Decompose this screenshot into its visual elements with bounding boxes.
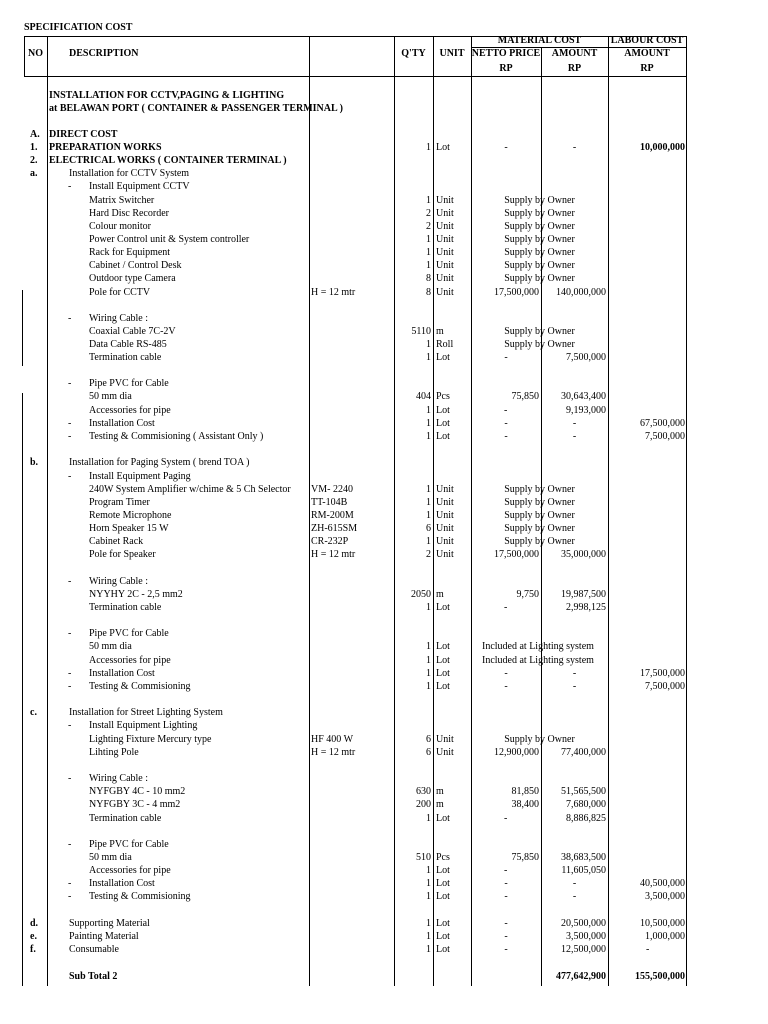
row-price: 38,400 xyxy=(511,799,539,810)
row-desc: PREPARATION WORKS xyxy=(49,142,162,153)
row-unit: Lot xyxy=(436,352,450,363)
row-no: a. xyxy=(30,168,38,179)
row-price: 12,900,000 xyxy=(494,747,539,758)
row-amount: 12,500,000 xyxy=(561,944,606,955)
row-qty: 1 xyxy=(426,497,431,508)
row-desc: Colour monitor xyxy=(89,221,151,232)
row-desc: Data Cable RS-485 xyxy=(89,339,167,350)
row-unit: m xyxy=(436,589,444,600)
header-unit: UNIT xyxy=(439,48,465,59)
row-unit: Unit xyxy=(436,484,454,495)
row-desc: Consumable xyxy=(69,944,119,955)
row-desc: Outdoor type Camera xyxy=(89,273,176,284)
row-price: - xyxy=(504,602,508,613)
row-spec: H = 12 mtr xyxy=(311,549,356,560)
row-amount: 140,000,000 xyxy=(556,287,606,298)
row-qty: 510 xyxy=(416,852,431,863)
row-desc: 50 mm dia xyxy=(89,391,132,402)
row-no: c. xyxy=(30,707,37,718)
row-spec: H = 12 mtr xyxy=(311,747,356,758)
row-price: - xyxy=(504,944,508,955)
row-unit: Pcs xyxy=(436,391,450,402)
row-unit: Lot xyxy=(436,931,450,942)
row-desc: 50 mm dia xyxy=(89,641,132,652)
row-unit: m xyxy=(436,786,444,797)
row-no: b. xyxy=(30,457,39,468)
row-price: - xyxy=(504,931,508,942)
row-desc: Program Timer xyxy=(89,497,150,508)
row-desc: Power Control unit & System controller xyxy=(89,234,250,245)
row-amount: 77,400,000 xyxy=(561,747,606,758)
row-amount: 35,000,000 xyxy=(561,549,606,560)
row-bullet: - xyxy=(68,720,72,731)
row-spec: H = 12 mtr xyxy=(311,287,356,298)
header-qty: Q'TY xyxy=(401,48,426,59)
row-amount: - xyxy=(572,142,577,153)
row-labour: 17,500,000 xyxy=(640,668,685,679)
row-no: 2. xyxy=(30,155,38,166)
row-desc: Pole for CCTV xyxy=(89,287,151,298)
row-amount: 20,500,000 xyxy=(561,918,606,929)
row-unit: Unit xyxy=(436,549,454,560)
header-labour-cost: LABOUR COST xyxy=(610,35,684,46)
row-labour: 67,500,000 xyxy=(640,418,685,429)
row-amount: 3,500,000 xyxy=(566,931,606,942)
row-price: - xyxy=(504,865,508,876)
row-no: A. xyxy=(30,129,40,140)
row-desc: Painting Material xyxy=(69,931,139,942)
row-desc: 50 mm dia xyxy=(89,852,132,863)
row-bullet: - xyxy=(68,471,72,482)
row-qty: 2 xyxy=(426,221,431,232)
row-unit: Unit xyxy=(436,510,454,521)
row-unit: Roll xyxy=(436,339,454,350)
row-qty: 630 xyxy=(416,786,431,797)
row-amount: 19,987,500 xyxy=(561,589,606,600)
row-desc: Horn Speaker 15 W xyxy=(89,523,169,534)
row-qty: 1 xyxy=(426,418,431,429)
row-supply: Supply by Owner xyxy=(504,536,575,547)
row-desc: Matrix Switcher xyxy=(89,195,155,206)
row-supply: Supply by Owner xyxy=(504,195,575,206)
row-labour: 7,500,000 xyxy=(645,681,685,692)
row-qty: 1 xyxy=(426,484,431,495)
row-price: - xyxy=(504,878,508,889)
row-labour: 10,000,000 xyxy=(640,142,685,153)
row-supply: Supply by Owner xyxy=(504,523,575,534)
row-bullet: - xyxy=(68,181,72,192)
header-rp-price: RP xyxy=(499,63,513,74)
header-material-cost: MATERIAL COST xyxy=(497,35,582,46)
row-desc: NYFGBY 3C - 4 mm2 xyxy=(89,799,181,810)
row-spec: VM- 2240 xyxy=(311,484,353,495)
row-unit: Lot xyxy=(436,641,450,652)
row-amount: 7,500,000 xyxy=(566,352,606,363)
row-unit: Lot xyxy=(436,431,450,442)
row-amount: 38,683,500 xyxy=(561,852,606,863)
row-price: - xyxy=(504,918,508,929)
row-bullet: - xyxy=(68,891,72,902)
header-rp-amount: RP xyxy=(567,63,582,74)
row-unit: Unit xyxy=(436,221,454,232)
row-desc: Testing & Commisioning ( Assistant Only ) xyxy=(89,431,264,442)
row-desc: Cabinet / Control Desk xyxy=(89,260,182,271)
row-qty: 6 xyxy=(426,523,431,534)
row-price: 75,850 xyxy=(511,852,539,863)
row-qty: 1 xyxy=(426,891,431,902)
row-unit: Unit xyxy=(436,208,454,219)
row-qty: 1 xyxy=(426,655,431,666)
row-qty: 1 xyxy=(426,668,431,679)
row-unit: Unit xyxy=(436,536,454,547)
row-price: 17,500,000 xyxy=(494,287,539,298)
row-desc: Lighting Fixture Mercury type xyxy=(89,734,212,745)
row-unit: m xyxy=(436,326,444,337)
row-qty: 1 xyxy=(426,681,431,692)
row-amount: 7,680,000 xyxy=(566,799,606,810)
row-desc: 240W System Amplifier w/chime & 5 Ch Selector xyxy=(89,484,291,495)
row-supply: Supply by Owner xyxy=(504,247,575,258)
row-price: 81,850 xyxy=(511,786,539,797)
row-desc: Cabinet Rack xyxy=(89,536,144,547)
row-supply: Supply by Owner xyxy=(504,326,575,337)
row-desc: Install Equipment CCTV xyxy=(89,181,190,192)
row-desc: Accessories for pipe xyxy=(89,405,171,416)
page-title: SPECIFICATION COST xyxy=(24,22,133,33)
row-desc: Pole for Speaker xyxy=(89,549,156,560)
row-desc: Pipe PVC for Cable xyxy=(89,839,169,850)
row-desc: NYYHY 2C - 2,5 mm2 xyxy=(89,589,183,600)
header-rp-labour: RP xyxy=(640,63,654,74)
row-labour: 7,500,000 xyxy=(645,431,685,442)
row-unit: Unit xyxy=(436,734,454,745)
row-desc: Accessories for pipe xyxy=(89,655,171,666)
row-unit: Unit xyxy=(436,497,454,508)
row-no: f. xyxy=(30,944,36,955)
row-unit: Lot xyxy=(436,142,450,153)
row-supply: Supply by Owner xyxy=(504,734,575,745)
header-netto-price: NETTO PRICE xyxy=(471,48,541,59)
row-price: - xyxy=(504,405,508,416)
row-amount: 30,643,400 xyxy=(561,391,606,402)
row-bullet: - xyxy=(68,378,72,389)
row-unit: Unit xyxy=(436,523,454,534)
row-desc: Termination cable xyxy=(89,813,162,824)
row-no: 1. xyxy=(30,142,38,153)
row-bullet: - xyxy=(68,878,72,889)
row-unit: Lot xyxy=(436,668,450,679)
row-desc: at BELAWAN PORT ( CONTAINER & PASSENGER TERMINAL ) xyxy=(49,103,343,114)
row-unit: Lot xyxy=(436,602,450,613)
row-supply: Supply by Owner xyxy=(504,510,575,521)
row-desc: Supporting Material xyxy=(69,918,150,929)
row-qty: 8 xyxy=(426,273,431,284)
row-unit: Lot xyxy=(436,405,450,416)
row-qty: 1 xyxy=(426,260,431,271)
row-desc: Wiring Cable : xyxy=(89,576,149,587)
row-bullet: - xyxy=(68,431,72,442)
row-bullet: - xyxy=(68,681,72,692)
row-amount: 51,565,500 xyxy=(561,786,606,797)
row-qty: 1 xyxy=(426,247,431,258)
row-desc: Rack for Equipment xyxy=(89,247,171,258)
row-qty: 5110 xyxy=(411,326,431,337)
row-bullet: - xyxy=(68,839,72,850)
row-bullet: - xyxy=(68,628,72,639)
row-bullet: - xyxy=(68,576,72,587)
row-desc: Accessories for pipe xyxy=(89,865,171,876)
row-qty: 1 xyxy=(426,431,431,442)
row-supply: Supply by Owner xyxy=(504,339,575,350)
row-desc: Installation Cost xyxy=(89,418,155,429)
row-price: 75,850 xyxy=(511,391,539,402)
row-desc: Testing & Commisioning xyxy=(89,891,191,902)
row-desc: Pipe PVC for Cable xyxy=(89,628,169,639)
row-amount: 8,886,825 xyxy=(566,813,606,824)
row-no: e. xyxy=(30,931,37,942)
row-unit: Unit xyxy=(436,747,454,758)
row-qty: 1 xyxy=(426,405,431,416)
row-desc: Wiring Cable : xyxy=(89,313,149,324)
row-labour: - xyxy=(646,944,650,955)
row-amount: - xyxy=(572,431,577,442)
row-desc: Hard Disc Recorder xyxy=(89,208,169,219)
row-price: - xyxy=(504,431,508,442)
row-desc: Wiring Cable : xyxy=(89,773,149,784)
row-qty: 1 xyxy=(426,931,431,942)
header-description: DESCRIPTION xyxy=(69,48,139,59)
row-amount: 2,998,125 xyxy=(566,602,606,613)
row-qty: 8 xyxy=(426,287,431,298)
row-qty: 2 xyxy=(426,208,431,219)
row-amount: 9,193,000 xyxy=(566,405,606,416)
row-amount: - xyxy=(572,418,577,429)
row-labour: 10,500,000 xyxy=(640,918,685,929)
row-price: - xyxy=(504,813,508,824)
row-desc: Testing & Commisioning xyxy=(89,681,191,692)
row-price: 17,500,000 xyxy=(494,549,539,560)
row-desc: Installation Cost xyxy=(89,878,155,889)
row-qty: 1 xyxy=(426,234,431,245)
row-desc: Installation for Paging System ( brend TOA ) xyxy=(69,457,250,468)
row-qty: 6 xyxy=(426,747,431,758)
row-price: - xyxy=(504,891,508,902)
row-desc: Coaxial Cable 7C-2V xyxy=(89,326,176,337)
row-qty: 6 xyxy=(426,734,431,745)
row-amount: - xyxy=(572,668,577,679)
row-labour: 40,500,000 xyxy=(640,878,685,889)
row-amount: - xyxy=(572,891,577,902)
row-price: - xyxy=(504,668,508,679)
row-bullet: - xyxy=(68,668,72,679)
row-qty: 1 xyxy=(426,813,431,824)
row-unit: Unit xyxy=(436,287,454,298)
row-unit: Lot xyxy=(436,878,450,889)
row-spec: RM-200M xyxy=(311,510,354,521)
row-supply: Included at Lighting system xyxy=(482,655,594,666)
row-supply: Supply by Owner xyxy=(504,484,575,495)
row-qty: 1 xyxy=(426,195,431,206)
row-supply: Supply by Owner xyxy=(504,208,575,219)
row-unit: Lot xyxy=(436,681,450,692)
row-amount: - xyxy=(572,878,577,889)
row-desc: Install Equipment Paging xyxy=(89,471,191,482)
row-unit: Unit xyxy=(436,234,454,245)
row-desc: Install Equipment Lighting xyxy=(89,720,198,731)
row-unit: Unit xyxy=(436,260,454,271)
row-desc: ELECTRICAL WORKS ( CONTAINER TERMINAL ) xyxy=(49,155,287,166)
row-qty: 2050 xyxy=(411,589,431,600)
row-unit: Lot xyxy=(436,918,450,929)
row-qty: 1 xyxy=(426,142,431,153)
row-qty: 1 xyxy=(426,339,431,350)
row-supply: Supply by Owner xyxy=(504,273,575,284)
row-spec: CR-232P xyxy=(311,536,349,547)
row-bullet: - xyxy=(68,313,72,324)
row-unit: Lot xyxy=(436,418,450,429)
row-qty: 1 xyxy=(426,510,431,521)
row-price: - xyxy=(504,418,508,429)
row-unit: Unit xyxy=(436,273,454,284)
row-unit: Unit xyxy=(436,195,454,206)
row-desc: Remote Microphone xyxy=(89,510,172,521)
row-qty: 1 xyxy=(426,352,431,363)
row-price: - xyxy=(504,142,508,153)
row-qty: 1 xyxy=(426,641,431,652)
row-supply: Supply by Owner xyxy=(504,497,575,508)
row-desc: Termination cable xyxy=(89,602,162,613)
row-desc: Sub Total 2 xyxy=(69,971,118,982)
row-bullet: - xyxy=(68,773,72,784)
row-desc: Installation Cost xyxy=(89,668,155,679)
row-desc: Installation for CCTV System xyxy=(69,168,190,179)
row-unit: Pcs xyxy=(436,852,450,863)
row-supply: Supply by Owner xyxy=(504,221,575,232)
row-qty: 200 xyxy=(416,799,431,810)
row-supply: Included at Lighting system xyxy=(482,641,594,652)
row-labour: 155,500,000 xyxy=(635,971,685,982)
row-unit: Lot xyxy=(436,865,450,876)
row-spec: TT-104B xyxy=(311,497,348,508)
row-price: - xyxy=(504,352,508,363)
header-amount: AMOUNT xyxy=(551,48,598,59)
row-amount: 11,605,050 xyxy=(561,865,606,876)
row-qty: 404 xyxy=(416,391,431,402)
row-qty: 1 xyxy=(426,602,431,613)
row-supply: Supply by Owner xyxy=(504,260,575,271)
row-unit: Lot xyxy=(436,944,450,955)
row-desc: INSTALLATION FOR CCTV,PAGING & LIGHTING xyxy=(49,90,285,101)
row-supply: Supply by Owner xyxy=(504,234,575,245)
row-unit: Lot xyxy=(436,655,450,666)
row-desc: Pipe PVC for Cable xyxy=(89,378,169,389)
row-unit: Unit xyxy=(436,247,454,258)
row-price: 9,750 xyxy=(516,589,539,600)
row-qty: 1 xyxy=(426,865,431,876)
header-no: NO xyxy=(28,48,43,59)
row-labour: 1,000,000 xyxy=(645,931,685,942)
row-bullet: - xyxy=(68,418,72,429)
row-qty: 1 xyxy=(426,536,431,547)
row-desc: Lihting Pole xyxy=(89,747,139,758)
row-price: - xyxy=(504,681,508,692)
row-desc: NYFGBY 4C - 10 mm2 xyxy=(89,786,186,797)
row-qty: 2 xyxy=(426,549,431,560)
row-desc: DIRECT COST xyxy=(49,129,118,140)
row-qty: 1 xyxy=(426,878,431,889)
row-qty: 1 xyxy=(426,918,431,929)
row-desc: Termination cable xyxy=(89,352,162,363)
header-labour-amount: AMOUNT xyxy=(624,48,670,59)
row-unit: Lot xyxy=(436,813,450,824)
row-unit: Lot xyxy=(436,891,450,902)
row-spec: HF 400 W xyxy=(311,734,354,745)
row-qty: 1 xyxy=(426,944,431,955)
row-unit: m xyxy=(436,799,444,810)
row-amount: 477,642,900 xyxy=(556,971,606,982)
row-spec: ZH-615SM xyxy=(311,523,358,534)
row-labour: 3,500,000 xyxy=(645,891,685,902)
row-no: d. xyxy=(30,918,39,929)
row-desc: Installation for Street Lighting System xyxy=(69,707,223,718)
row-amount: - xyxy=(572,681,577,692)
